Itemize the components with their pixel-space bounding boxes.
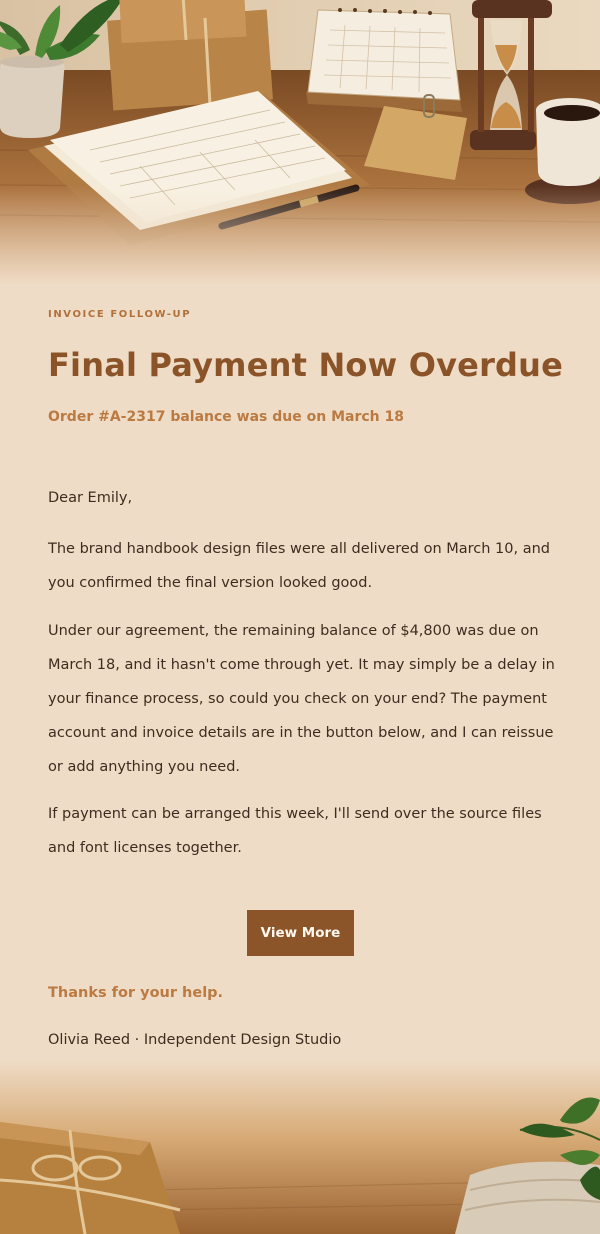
desk-calendar-icon <box>306 8 462 112</box>
signature: Olivia Reed · Independent Design Studio <box>48 1032 342 1048</box>
folded-linen-icon <box>455 1162 600 1234</box>
paragraph-delivery: The brand handbook design files were all delivered on March 10, and you confirmed the final version looked good. <box>48 541 551 591</box>
hero-desk-illustration <box>0 0 600 285</box>
paragraph-balance: Under our agreement, the remaining balance of $4,800 was due on March 18, and it hasn't come through yet. It may simply be a delay in your finance process, so could you check on your end? The payment account and invoice details are in the button below, and I can reissue or add anything you need. <box>48 623 555 775</box>
view-more-button[interactable]: View More <box>247 910 354 956</box>
closing-line: Thanks for your help. <box>48 985 224 1001</box>
eyebrow-label: INVOICE FOLLOW-UP <box>48 309 192 320</box>
paragraph-next-steps: If payment can be arranged this week, I'll send over the source files and font licenses together. <box>48 806 542 856</box>
footer-illustration <box>0 1060 600 1234</box>
email-title: Final Payment Now Overdue <box>48 346 564 384</box>
greeting: Dear Emily, <box>48 490 133 506</box>
email-subtitle: Order #A-2317 balance was due on March 18 <box>48 409 404 425</box>
